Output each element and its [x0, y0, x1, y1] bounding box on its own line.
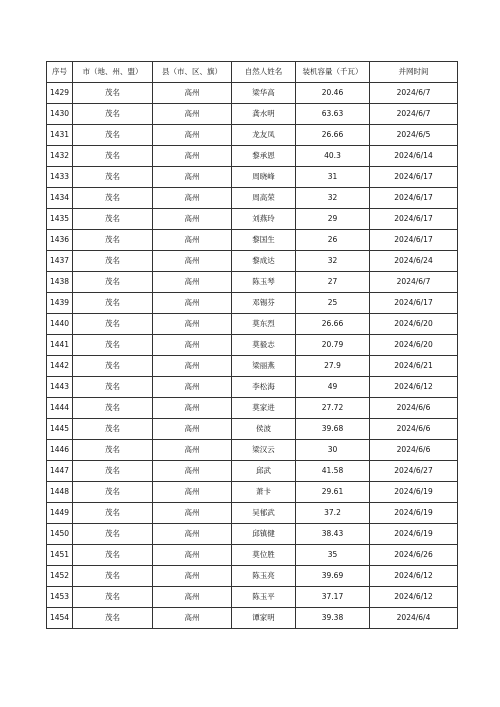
- cell-capacity: 30: [296, 440, 370, 461]
- cell-county: 高州: [153, 314, 232, 335]
- cell-county: 高州: [153, 335, 232, 356]
- cell-capacity: 31: [296, 167, 370, 188]
- cell-seq: 1436: [47, 230, 73, 251]
- cell-person-name: 龚水明: [232, 104, 296, 125]
- cell-person-name: 吴郁武: [232, 503, 296, 524]
- cell-grid-date: 2024/6/7: [370, 104, 458, 125]
- cell-seq: 1430: [47, 104, 73, 125]
- cell-person-name: 梁丽燕: [232, 356, 296, 377]
- cell-capacity: 39.38: [296, 608, 370, 629]
- cell-seq: 1437: [47, 251, 73, 272]
- cell-city: 茂名: [73, 209, 153, 230]
- table-row: [47, 314, 458, 335]
- cell-grid-date: 2024/6/4: [370, 608, 458, 629]
- cell-grid-date: 2024/6/6: [370, 398, 458, 419]
- cell-capacity: 39.68: [296, 419, 370, 440]
- cell-seq: 1451: [47, 545, 73, 566]
- cell-capacity: 25: [296, 293, 370, 314]
- cell-city: 茂名: [73, 398, 153, 419]
- cell-capacity: 32: [296, 251, 370, 272]
- header-person-name: 自然人姓名: [232, 62, 296, 83]
- cell-capacity: 26.66: [296, 125, 370, 146]
- cell-county: 高州: [153, 251, 232, 272]
- cell-city: 茂名: [73, 188, 153, 209]
- cell-seq: 1446: [47, 440, 73, 461]
- header-county: 县（市、区、旗）: [153, 62, 232, 83]
- cell-grid-date: 2024/6/24: [370, 251, 458, 272]
- cell-seq: 1441: [47, 335, 73, 356]
- table-row: [47, 125, 458, 146]
- table-row: [47, 608, 458, 629]
- cell-capacity: 32: [296, 188, 370, 209]
- table-row: [47, 503, 458, 524]
- table-row: [47, 377, 458, 398]
- cell-seq: 1447: [47, 461, 73, 482]
- cell-grid-date: 2024/6/5: [370, 125, 458, 146]
- pv-registration-table: [46, 61, 458, 629]
- cell-county: 高州: [153, 440, 232, 461]
- cell-seq: 1444: [47, 398, 73, 419]
- cell-city: 茂名: [73, 83, 153, 104]
- table-row: [47, 104, 458, 125]
- header-grid-date: 并网时间: [370, 62, 458, 83]
- cell-grid-date: 2024/6/6: [370, 419, 458, 440]
- cell-person-name: 莫东烈: [232, 314, 296, 335]
- cell-capacity: 26: [296, 230, 370, 251]
- cell-capacity: 27.72: [296, 398, 370, 419]
- cell-seq: 1449: [47, 503, 73, 524]
- cell-grid-date: 2024/6/12: [370, 587, 458, 608]
- cell-county: 高州: [153, 461, 232, 482]
- cell-capacity: 49: [296, 377, 370, 398]
- cell-person-name: 邱镇健: [232, 524, 296, 545]
- header-seq: 序号: [47, 62, 73, 83]
- cell-seq: 1435: [47, 209, 73, 230]
- table-row: [47, 293, 458, 314]
- table-row: [47, 335, 458, 356]
- cell-seq: 1429: [47, 83, 73, 104]
- cell-person-name: 侯波: [232, 419, 296, 440]
- cell-person-name: 陈玉平: [232, 587, 296, 608]
- cell-county: 高州: [153, 83, 232, 104]
- cell-city: 茂名: [73, 356, 153, 377]
- cell-capacity: 20.46: [296, 83, 370, 104]
- cell-person-name: 莫位胜: [232, 545, 296, 566]
- cell-seq: 1448: [47, 482, 73, 503]
- cell-city: 茂名: [73, 104, 153, 125]
- cell-capacity: 20.79: [296, 335, 370, 356]
- cell-seq: 1432: [47, 146, 73, 167]
- cell-seq: 1434: [47, 188, 73, 209]
- table-row: [47, 209, 458, 230]
- cell-city: 茂名: [73, 482, 153, 503]
- cell-seq: 1445: [47, 419, 73, 440]
- cell-county: 高州: [153, 293, 232, 314]
- cell-person-name: 梁华高: [232, 83, 296, 104]
- cell-grid-date: 2024/6/17: [370, 209, 458, 230]
- cell-city: 茂名: [73, 335, 153, 356]
- table-row: [47, 461, 458, 482]
- cell-city: 茂名: [73, 314, 153, 335]
- table-row: [47, 230, 458, 251]
- cell-county: 高州: [153, 587, 232, 608]
- table-row: [47, 167, 458, 188]
- cell-person-name: 黎成达: [232, 251, 296, 272]
- cell-seq: 1438: [47, 272, 73, 293]
- cell-seq: 1440: [47, 314, 73, 335]
- cell-city: 茂名: [73, 440, 153, 461]
- cell-seq: 1452: [47, 566, 73, 587]
- cell-person-name: 邓锡芬: [232, 293, 296, 314]
- cell-city: 茂名: [73, 146, 153, 167]
- cell-person-name: 黎国生: [232, 230, 296, 251]
- cell-capacity: 38.43: [296, 524, 370, 545]
- cell-grid-date: 2024/6/27: [370, 461, 458, 482]
- cell-seq: 1450: [47, 524, 73, 545]
- table-row: [47, 272, 458, 293]
- table-row: [47, 419, 458, 440]
- cell-grid-date: 2024/6/17: [370, 167, 458, 188]
- cell-county: 高州: [153, 608, 232, 629]
- table-row: [47, 587, 458, 608]
- cell-city: 茂名: [73, 608, 153, 629]
- table-row: [47, 524, 458, 545]
- cell-county: 高州: [153, 377, 232, 398]
- cell-city: 茂名: [73, 251, 153, 272]
- cell-county: 高州: [153, 230, 232, 251]
- cell-county: 高州: [153, 272, 232, 293]
- cell-seq: 1454: [47, 608, 73, 629]
- cell-capacity: 41.58: [296, 461, 370, 482]
- cell-person-name: 李松海: [232, 377, 296, 398]
- cell-city: 茂名: [73, 524, 153, 545]
- cell-person-name: 陈玉琴: [232, 272, 296, 293]
- cell-seq: 1453: [47, 587, 73, 608]
- cell-grid-date: 2024/6/20: [370, 314, 458, 335]
- table-row: [47, 566, 458, 587]
- cell-county: 高州: [153, 482, 232, 503]
- cell-city: 茂名: [73, 419, 153, 440]
- cell-county: 高州: [153, 503, 232, 524]
- cell-person-name: 萧卡: [232, 482, 296, 503]
- cell-person-name: 莫毅志: [232, 335, 296, 356]
- cell-grid-date: 2024/6/17: [370, 293, 458, 314]
- cell-county: 高州: [153, 398, 232, 419]
- cell-city: 茂名: [73, 272, 153, 293]
- cell-capacity: 26.66: [296, 314, 370, 335]
- table-row: [47, 545, 458, 566]
- cell-county: 高州: [153, 545, 232, 566]
- cell-person-name: 龙友凤: [232, 125, 296, 146]
- cell-capacity: 39.69: [296, 566, 370, 587]
- cell-capacity: 27.9: [296, 356, 370, 377]
- table-header-row: [47, 62, 458, 83]
- cell-grid-date: 2024/6/7: [370, 83, 458, 104]
- cell-city: 茂名: [73, 125, 153, 146]
- cell-county: 高州: [153, 146, 232, 167]
- cell-city: 茂名: [73, 545, 153, 566]
- cell-capacity: 35: [296, 545, 370, 566]
- header-capacity: 装机容量（千瓦）: [296, 62, 370, 83]
- cell-city: 茂名: [73, 461, 153, 482]
- cell-person-name: 谭家明: [232, 608, 296, 629]
- cell-grid-date: 2024/6/19: [370, 503, 458, 524]
- cell-grid-date: 2024/6/17: [370, 188, 458, 209]
- cell-grid-date: 2024/6/19: [370, 482, 458, 503]
- cell-person-name: 邱武: [232, 461, 296, 482]
- cell-grid-date: 2024/6/17: [370, 230, 458, 251]
- cell-city: 茂名: [73, 377, 153, 398]
- cell-person-name: 梁汉云: [232, 440, 296, 461]
- cell-grid-date: 2024/6/21: [370, 356, 458, 377]
- cell-person-name: 刘燕玲: [232, 209, 296, 230]
- cell-grid-date: 2024/6/12: [370, 377, 458, 398]
- table-row: [47, 440, 458, 461]
- table-row: [47, 83, 458, 104]
- cell-grid-date: 2024/6/6: [370, 440, 458, 461]
- cell-capacity: 29: [296, 209, 370, 230]
- cell-person-name: 黎承恩: [232, 146, 296, 167]
- cell-grid-date: 2024/6/19: [370, 524, 458, 545]
- table-body: [47, 83, 458, 629]
- cell-capacity: 29.61: [296, 482, 370, 503]
- cell-seq: 1439: [47, 293, 73, 314]
- cell-county: 高州: [153, 188, 232, 209]
- cell-city: 茂名: [73, 167, 153, 188]
- cell-seq: 1431: [47, 125, 73, 146]
- cell-county: 高州: [153, 356, 232, 377]
- table-row: [47, 398, 458, 419]
- cell-county: 高州: [153, 104, 232, 125]
- cell-grid-date: 2024/6/20: [370, 335, 458, 356]
- cell-seq: 1442: [47, 356, 73, 377]
- cell-county: 高州: [153, 125, 232, 146]
- cell-county: 高州: [153, 209, 232, 230]
- table-row: [47, 251, 458, 272]
- table-row: [47, 482, 458, 503]
- cell-capacity: 27: [296, 272, 370, 293]
- cell-grid-date: 2024/6/26: [370, 545, 458, 566]
- table-row: [47, 356, 458, 377]
- table-row: [47, 146, 458, 167]
- cell-person-name: 陈玉亮: [232, 566, 296, 587]
- cell-city: 茂名: [73, 503, 153, 524]
- cell-grid-date: 2024/6/14: [370, 146, 458, 167]
- cell-seq: 1433: [47, 167, 73, 188]
- cell-county: 高州: [153, 524, 232, 545]
- cell-city: 茂名: [73, 293, 153, 314]
- cell-county: 高州: [153, 419, 232, 440]
- cell-person-name: 周晓峰: [232, 167, 296, 188]
- cell-city: 茂名: [73, 587, 153, 608]
- cell-county: 高州: [153, 167, 232, 188]
- cell-capacity: 63.63: [296, 104, 370, 125]
- cell-person-name: 周高荣: [232, 188, 296, 209]
- cell-capacity: 37.2: [296, 503, 370, 524]
- header-city: 市（地、州、盟）: [73, 62, 153, 83]
- cell-grid-date: 2024/6/7: [370, 272, 458, 293]
- cell-capacity: 40.3: [296, 146, 370, 167]
- cell-grid-date: 2024/6/12: [370, 566, 458, 587]
- table-row: [47, 188, 458, 209]
- cell-capacity: 37.17: [296, 587, 370, 608]
- cell-person-name: 莫家进: [232, 398, 296, 419]
- cell-city: 茂名: [73, 566, 153, 587]
- cell-seq: 1443: [47, 377, 73, 398]
- cell-city: 茂名: [73, 230, 153, 251]
- cell-county: 高州: [153, 566, 232, 587]
